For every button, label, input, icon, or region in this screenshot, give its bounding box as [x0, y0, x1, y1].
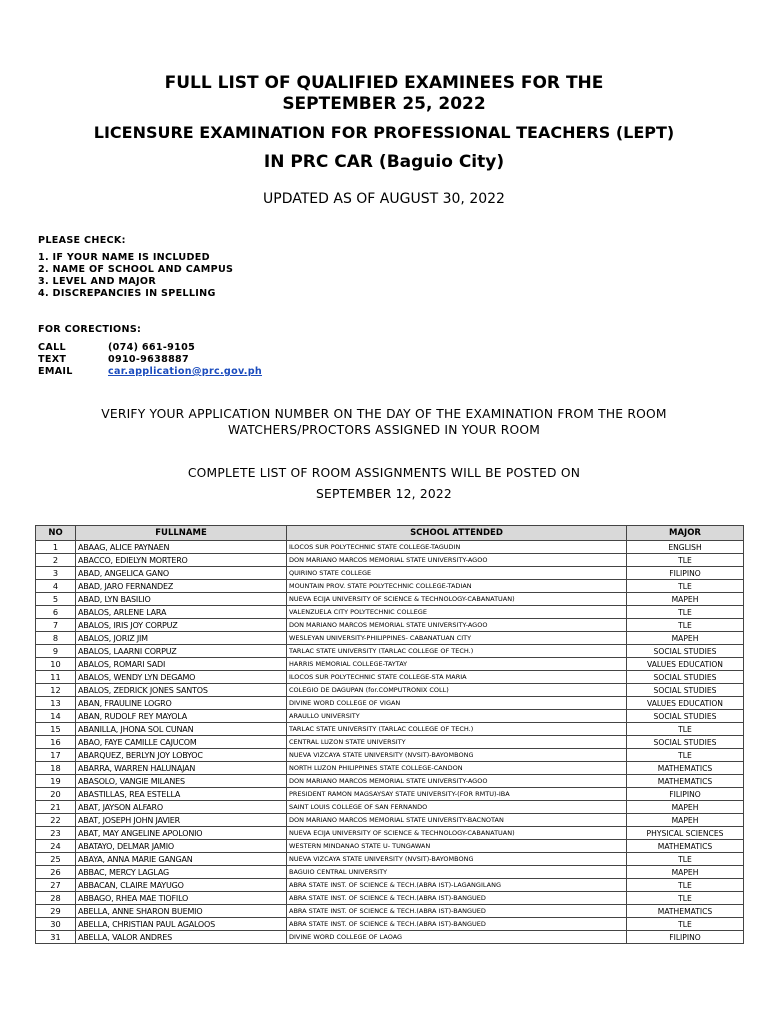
contact-text: [38, 354, 262, 366]
cell-no: 31: [36, 931, 76, 944]
cell-major: SOCIAL STUDIES: [627, 710, 744, 723]
cell-school: DON MARIANO MARCOS MEMORIAL STATE UNIVERSITY-AGOO: [287, 554, 627, 567]
cell-school: ABRA STATE INST. OF SCIENCE & TECH.(ABRA IST)-BANGUED: [287, 905, 627, 918]
cell-fullname: ABARRA, WARREN HALUNAJAN: [76, 762, 287, 775]
cell-fullname: ABALOS, ZEDRICK JONES SANTOS: [76, 684, 287, 697]
table-row: [36, 541, 744, 554]
table-row: [36, 892, 744, 905]
table-row: [36, 710, 744, 723]
cell-school: HARRIS MEMORIAL COLLEGE-TAYTAY: [287, 658, 627, 671]
table-row: [36, 801, 744, 814]
cell-school: NUEVA ECIJA UNIVERSITY OF SCIENCE & TECHNOLOGY-CABANATUAN): [287, 593, 627, 606]
table-row: [36, 905, 744, 918]
cell-major: SOCIAL STUDIES: [627, 684, 744, 697]
table-row: [36, 814, 744, 827]
table-row: [36, 554, 744, 567]
table-row: [36, 853, 744, 866]
cell-no: 6: [36, 606, 76, 619]
room-assignment-notice-line1: COMPLETE LIST OF ROOM ASSIGNMENTS WILL BE POSTED ON: [187, 466, 581, 480]
table-row: [36, 645, 744, 658]
corrections-contacts: [38, 342, 262, 378]
header-fullname: FULLNAME: [76, 526, 287, 541]
cell-no: 15: [36, 723, 76, 736]
document-title-line3: LICENSURE EXAMINATION FOR PROFESSIONAL TEACHERS (LEPT): [93, 123, 675, 142]
cell-no: 17: [36, 749, 76, 762]
cell-fullname: ABALOS, ARLENE LARA: [76, 606, 287, 619]
please-check-item: 2. NAME OF SCHOOL AND CAMPUS: [38, 264, 234, 275]
cell-no: 25: [36, 853, 76, 866]
table-row: [36, 827, 744, 840]
cell-fullname: ABAO, FAYE CAMILLE CAJUCOM: [76, 736, 287, 749]
cell-school: ABRA STATE INST. OF SCIENCE & TECH.(ABRA IST)-BANGUED: [287, 892, 627, 905]
email-link[interactable]: car.application@prc.gov.ph: [108, 366, 263, 377]
cell-no: 3: [36, 567, 76, 580]
examinees-table: [35, 525, 744, 944]
cell-no: 12: [36, 684, 76, 697]
contact-label: TEXT: [38, 354, 67, 365]
cell-no: 16: [36, 736, 76, 749]
cell-school: NUEVA ECIJA UNIVERSITY OF SCIENCE & TECHNOLOGY-CABANATUAN): [287, 827, 627, 840]
document-title-line1: FULL LIST OF QUALIFIED EXAMINEES FOR THE: [164, 73, 604, 93]
please-check-heading: PLEASE CHECK:: [38, 235, 126, 246]
cell-fullname: ABANILLA, JHONA SOL CUNAN: [76, 723, 287, 736]
header-major: MAJOR: [627, 526, 744, 541]
cell-major: TLE: [627, 580, 744, 593]
cell-fullname: ABAYA, ANNA MARIE GANGAN: [76, 853, 287, 866]
corrections-heading: FOR CORECTIONS:: [38, 324, 142, 335]
cell-major: PHYSICAL SCIENCES: [627, 827, 744, 840]
cell-school: ARAULLO UNIVERSITY: [287, 710, 627, 723]
cell-fullname: ABBAGO, RHEA MAE TIOFILO: [76, 892, 287, 905]
contact-email: [38, 366, 262, 378]
cell-major: MATHEMATICS: [627, 775, 744, 788]
cell-major: SOCIAL STUDIES: [627, 736, 744, 749]
cell-school: NUEVA VIZCAYA STATE UNIVERSITY (NVSIT)-BAYOMBONG: [287, 853, 627, 866]
cell-fullname: ABELLA, CHRISTIAN PAUL AGALOOS: [76, 918, 287, 931]
cell-major: TLE: [627, 892, 744, 905]
cell-major: TLE: [627, 554, 744, 567]
cell-school: TARLAC STATE UNIVERSITY (TARLAC COLLEGE OF TECH.): [287, 723, 627, 736]
table-row: [36, 775, 744, 788]
cell-fullname: ABALOS, IRIS JOY CORPUZ: [76, 619, 287, 632]
cell-school: DON MARIANO MARCOS MEMORIAL STATE UNIVERSITY-AGOO: [287, 775, 627, 788]
cell-school: ABRA STATE INST. OF SCIENCE & TECH.(ABRA IST)-BANGUED: [287, 918, 627, 931]
table-row: [36, 736, 744, 749]
contact-call: [38, 342, 262, 354]
cell-fullname: ABAN, RUDOLF REY MAYOLA: [76, 710, 287, 723]
cell-major: TLE: [627, 853, 744, 866]
cell-major: TLE: [627, 619, 744, 632]
cell-major: VALUES EDUCATION: [627, 658, 744, 671]
cell-major: TLE: [627, 879, 744, 892]
cell-school: MOUNTAIN PROV. STATE POLYTECHNIC COLLEGE-TADIAN: [287, 580, 627, 593]
cell-school: NUEVA VIZCAYA STATE UNIVERSITY (NVSIT)-BAYOMBONG: [287, 749, 627, 762]
cell-no: 2: [36, 554, 76, 567]
table-row: [36, 788, 744, 801]
room-assignment-notice-line2: SEPTEMBER 12, 2022: [316, 487, 452, 501]
cell-no: 18: [36, 762, 76, 775]
cell-major: VALUES EDUCATION: [627, 697, 744, 710]
cell-major: MATHEMATICS: [627, 905, 744, 918]
cell-fullname: ABAAG, ALICE PAYNAEN: [76, 541, 287, 554]
table-row: [36, 840, 744, 853]
cell-no: 7: [36, 619, 76, 632]
cell-major: TLE: [627, 918, 744, 931]
cell-major: MAPEH: [627, 593, 744, 606]
cell-no: 19: [36, 775, 76, 788]
cell-no: 20: [36, 788, 76, 801]
cell-school: SAINT LOUIS COLLEGE OF SAN FERNANDO: [287, 801, 627, 814]
cell-school: QUIRINO STATE COLLEGE: [287, 567, 627, 580]
cell-no: 10: [36, 658, 76, 671]
cell-no: 30: [36, 918, 76, 931]
cell-no: 23: [36, 827, 76, 840]
cell-fullname: ABATAYO, DELMAR JAMIO: [76, 840, 287, 853]
cell-no: 8: [36, 632, 76, 645]
cell-major: FILIPINO: [627, 931, 744, 944]
table-row: [36, 567, 744, 580]
cell-fullname: ABALOS, LAARNI CORPUZ: [76, 645, 287, 658]
header-no: NO: [36, 526, 76, 541]
cell-no: 22: [36, 814, 76, 827]
please-check-item: 4. DISCREPANCIES IN SPELLING: [38, 288, 216, 299]
cell-major: SOCIAL STUDIES: [627, 671, 744, 684]
cell-major: TLE: [627, 723, 744, 736]
table-row: [36, 671, 744, 684]
cell-major: ENGLISH: [627, 541, 744, 554]
cell-school: BAGUIO CENTRAL UNIVERSITY: [287, 866, 627, 879]
cell-school: ABRA STATE INST. OF SCIENCE & TECH.(ABRA IST)-LAGANGILANG: [287, 879, 627, 892]
cell-no: 1: [36, 541, 76, 554]
cell-major: TLE: [627, 606, 744, 619]
cell-school: DIVINE WORD COLLEGE OF LAOAG: [287, 931, 627, 944]
table-body: [36, 541, 744, 944]
table-row: [36, 723, 744, 736]
cell-school: DIVINE WORD COLLEGE OF VIGAN: [287, 697, 627, 710]
cell-fullname: ABAT, JAYSON ALFARO: [76, 801, 287, 814]
verify-notice-line1: VERIFY YOUR APPLICATION NUMBER ON THE DAY OF THE EXAMINATION FROM THE ROOM: [101, 407, 667, 421]
table-row: [36, 879, 744, 892]
cell-school: WESTERN MINDANAO STATE U- TUNGAWAN: [287, 840, 627, 853]
table-row: [36, 918, 744, 931]
cell-major: FILIPINO: [627, 567, 744, 580]
cell-school: VALENZUELA CITY POLYTECHNIC COLLEGE: [287, 606, 627, 619]
cell-school: NORTH LUZON PHILIPPINES STATE COLLEGE-CANDON: [287, 762, 627, 775]
document-title-line2: SEPTEMBER 25, 2022: [282, 94, 486, 114]
cell-fullname: ABAT, MAY ANGELINE APOLONIO: [76, 827, 287, 840]
please-check-list: [38, 252, 233, 300]
table-header-row: [36, 526, 744, 541]
document-title-line4: IN PRC CAR (Baguio City): [263, 152, 505, 172]
cell-no: 28: [36, 892, 76, 905]
cell-no: 4: [36, 580, 76, 593]
cell-fullname: ABBACAN, CLAIRE MAYUGO: [76, 879, 287, 892]
cell-fullname: ABAD, ANGELICA GANO: [76, 567, 287, 580]
cell-no: 26: [36, 866, 76, 879]
cell-fullname: ABELLA, VALOR ANDRES: [76, 931, 287, 944]
cell-no: 9: [36, 645, 76, 658]
cell-no: 14: [36, 710, 76, 723]
table-row: [36, 593, 744, 606]
table-row: [36, 658, 744, 671]
cell-school: COLEGIO DE DAGUPAN (for.COMPUTRONIX COLL): [287, 684, 627, 697]
table-row: [36, 697, 744, 710]
cell-fullname: ABAT, JOSEPH JOHN JAVIER: [76, 814, 287, 827]
cell-major: MAPEH: [627, 632, 744, 645]
table-row: [36, 632, 744, 645]
cell-fullname: ABELLA, ANNE SHARON BUEMIO: [76, 905, 287, 918]
header-school: SCHOOL ATTENDED: [287, 526, 627, 541]
table-row: [36, 749, 744, 762]
cell-major: TLE: [627, 749, 744, 762]
cell-no: 11: [36, 671, 76, 684]
cell-major: SOCIAL STUDIES: [627, 645, 744, 658]
cell-school: DON MARIANO MARCOS MEMORIAL STATE UNIVERSITY-BACNOTAN: [287, 814, 627, 827]
contact-phone: (074) 661-9105: [108, 342, 196, 353]
contact-mobile: 0910-9638887: [108, 354, 190, 365]
cell-school: DON MARIANO MARCOS MEMORIAL STATE UNIVERSITY-AGOO: [287, 619, 627, 632]
cell-fullname: ABALOS, WENDY LYN DEGAMO: [76, 671, 287, 684]
cell-fullname: ABAD, JARO FERNANDEZ: [76, 580, 287, 593]
cell-major: FILIPINO: [627, 788, 744, 801]
please-check-item: 1. IF YOUR NAME IS INCLUDED: [38, 252, 210, 263]
table-row: [36, 619, 744, 632]
room-assignment-notice: [0, 463, 768, 505]
table-row: [36, 762, 744, 775]
cell-fullname: ABBAC, MERCY LAGLAG: [76, 866, 287, 879]
cell-fullname: ABASTILLAS, REA ESTELLA: [76, 788, 287, 801]
table-row: [36, 580, 744, 593]
cell-major: MATHEMATICS: [627, 762, 744, 775]
table-row: [36, 606, 744, 619]
cell-fullname: ABALOS, ROMARI SADI: [76, 658, 287, 671]
cell-fullname: ABAN, FRAULINE LOGRO: [76, 697, 287, 710]
verify-notice: [0, 406, 768, 438]
cell-major: MAPEH: [627, 814, 744, 827]
cell-no: 27: [36, 879, 76, 892]
cell-major: MAPEH: [627, 866, 744, 879]
cell-no: 5: [36, 593, 76, 606]
cell-fullname: ABAD, LYN BASILIO: [76, 593, 287, 606]
table-row: [36, 931, 744, 944]
table-row: [36, 684, 744, 697]
table-row: [36, 866, 744, 879]
cell-no: 29: [36, 905, 76, 918]
verify-notice-line2: WATCHERS/PROCTORS ASSIGNED IN YOUR ROOM: [227, 423, 541, 437]
cell-school: TARLAC STATE UNIVERSITY (TARLAC COLLEGE OF TECH.): [287, 645, 627, 658]
cell-no: 24: [36, 840, 76, 853]
cell-fullname: ABALOS, JORIZ JIM: [76, 632, 287, 645]
cell-school: CENTRAL LUZON STATE UNIVERSITY: [287, 736, 627, 749]
contact-label: EMAIL: [38, 366, 73, 377]
cell-fullname: ABASOLO, VANGIE MILANES: [76, 775, 287, 788]
please-check-item: 3. LEVEL AND MAJOR: [38, 276, 156, 287]
cell-school: ILOCOS SUR POLYTECHNIC STATE COLLEGE-TAGUDIN: [287, 541, 627, 554]
cell-major: MATHEMATICS: [627, 840, 744, 853]
cell-major: MAPEH: [627, 801, 744, 814]
cell-fullname: ABARQUEZ, BERLYN JOY LOBYOC: [76, 749, 287, 762]
contact-label: CALL: [38, 342, 66, 353]
cell-no: 21: [36, 801, 76, 814]
updated-date: UPDATED AS OF AUGUST 30, 2022: [263, 191, 505, 207]
cell-no: 13: [36, 697, 76, 710]
cell-school: WESLEYAN UNIVERSITY-PHILIPPINES- CABANATUAN CITY: [287, 632, 627, 645]
cell-fullname: ABACCO, EDIELYN MORTERO: [76, 554, 287, 567]
cell-school: ILOCOS SUR POLYTECHNIC STATE COLLEGE-STA MARIA: [287, 671, 627, 684]
cell-school: PRESIDENT RAMON MAGSAYSAY STATE UNIVERSITY-(FOR RMTU)-IBA: [287, 788, 627, 801]
